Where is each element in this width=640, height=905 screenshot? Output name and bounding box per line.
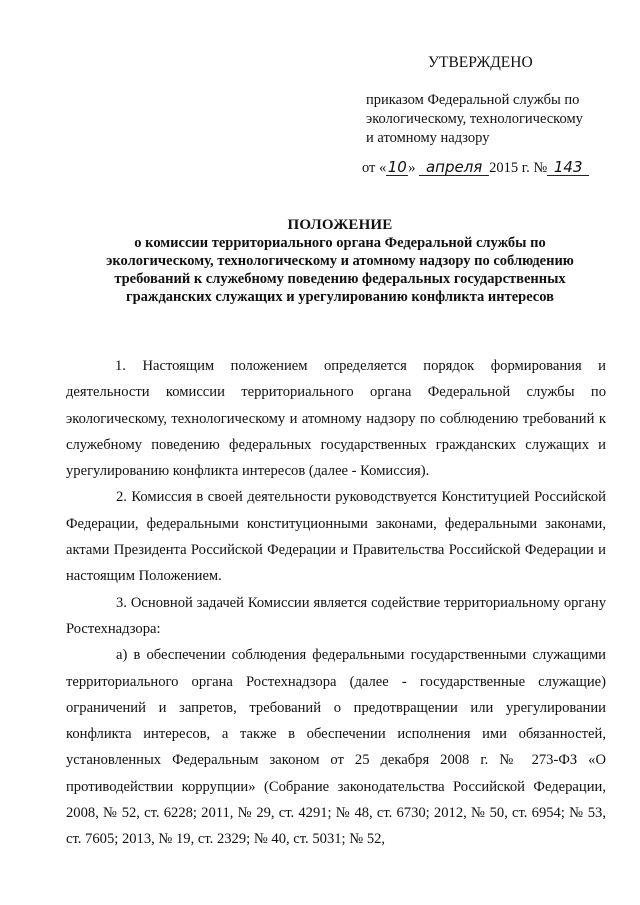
paragraph-3: 3. Основной задачей Комиссии является содействие территориальному органу Ростехнадзора: <box>66 594 606 637</box>
date-prefix: от « <box>362 160 387 176</box>
title-line: гражданских служащих и урегулированию конфликта интересов <box>126 289 554 305</box>
order-line: приказом Федеральной службы по <box>366 92 580 108</box>
date-mid: » <box>408 160 416 176</box>
handwritten-day: 10 <box>387 158 407 176</box>
handwritten-month: апреля <box>419 160 489 176</box>
date-year: 2015 г. № <box>489 160 548 176</box>
order-reference <box>366 91 626 148</box>
document-title <box>60 216 620 306</box>
title-heading: ПОЛОЖЕНИЕ <box>287 217 393 233</box>
order-line: экологическому, технологическому <box>366 111 583 127</box>
order-line: и атомному надзору <box>366 130 490 146</box>
document-body <box>66 353 606 853</box>
paragraph-1: 1. Настоящим положением определяется порядок формирования и деятельности комиссии территориального органа Федеральной службы по экологическому, технологическому и атомному надзору по соблюдению требований к служебному поведению федеральных государственных гражданских служащих и урегулированию конфликта интересов (далее - Комиссия). <box>66 358 606 480</box>
title-line: экологическому, технологическому и атомному надзору по соблюдению <box>106 253 574 269</box>
approved-stamp: УТВЕРЖДЕНО <box>428 54 533 71</box>
title-line: требований к служебному поведению федеральных государственных <box>114 271 566 287</box>
title-line: о комиссии территориального органа Федеральной службы по <box>134 235 546 251</box>
paragraph-3a: а) в обеспечении соблюдения федеральными государственными служащими территориального органа Ростехнадзора (далее - государственные служащие) ограничений и запретов, требований о предотвращении или урегулировании конфликта интересов, а также в обеспечении исполнения ими обязанностей, установленных Федеральным законом от 25 декабря 2008 г. № 273-ФЗ «О противодействии коррупции» (Собрание законодательства Российской Федерации, 2008, № 52, ст. 6228; 2011, № 29, ст. 4291; № 48, ст. 6730; 2012, № 50, ст. 6954; № 53, ст. 7605; 2013, № 19, ст. 2329; № 40, ст. 5031; № 52, <box>66 647 606 848</box>
paragraph-2: 2. Комиссия в своей деятельности руководствуется Конституцией Российской Федерации, федеральными конституционными законами, федеральными законами, актами Президента Российской Федерации и Правительства Российской Федерации и настоящим Положением. <box>66 489 606 585</box>
order-date-line <box>362 160 589 177</box>
handwritten-order-number: 143 <box>547 160 589 176</box>
